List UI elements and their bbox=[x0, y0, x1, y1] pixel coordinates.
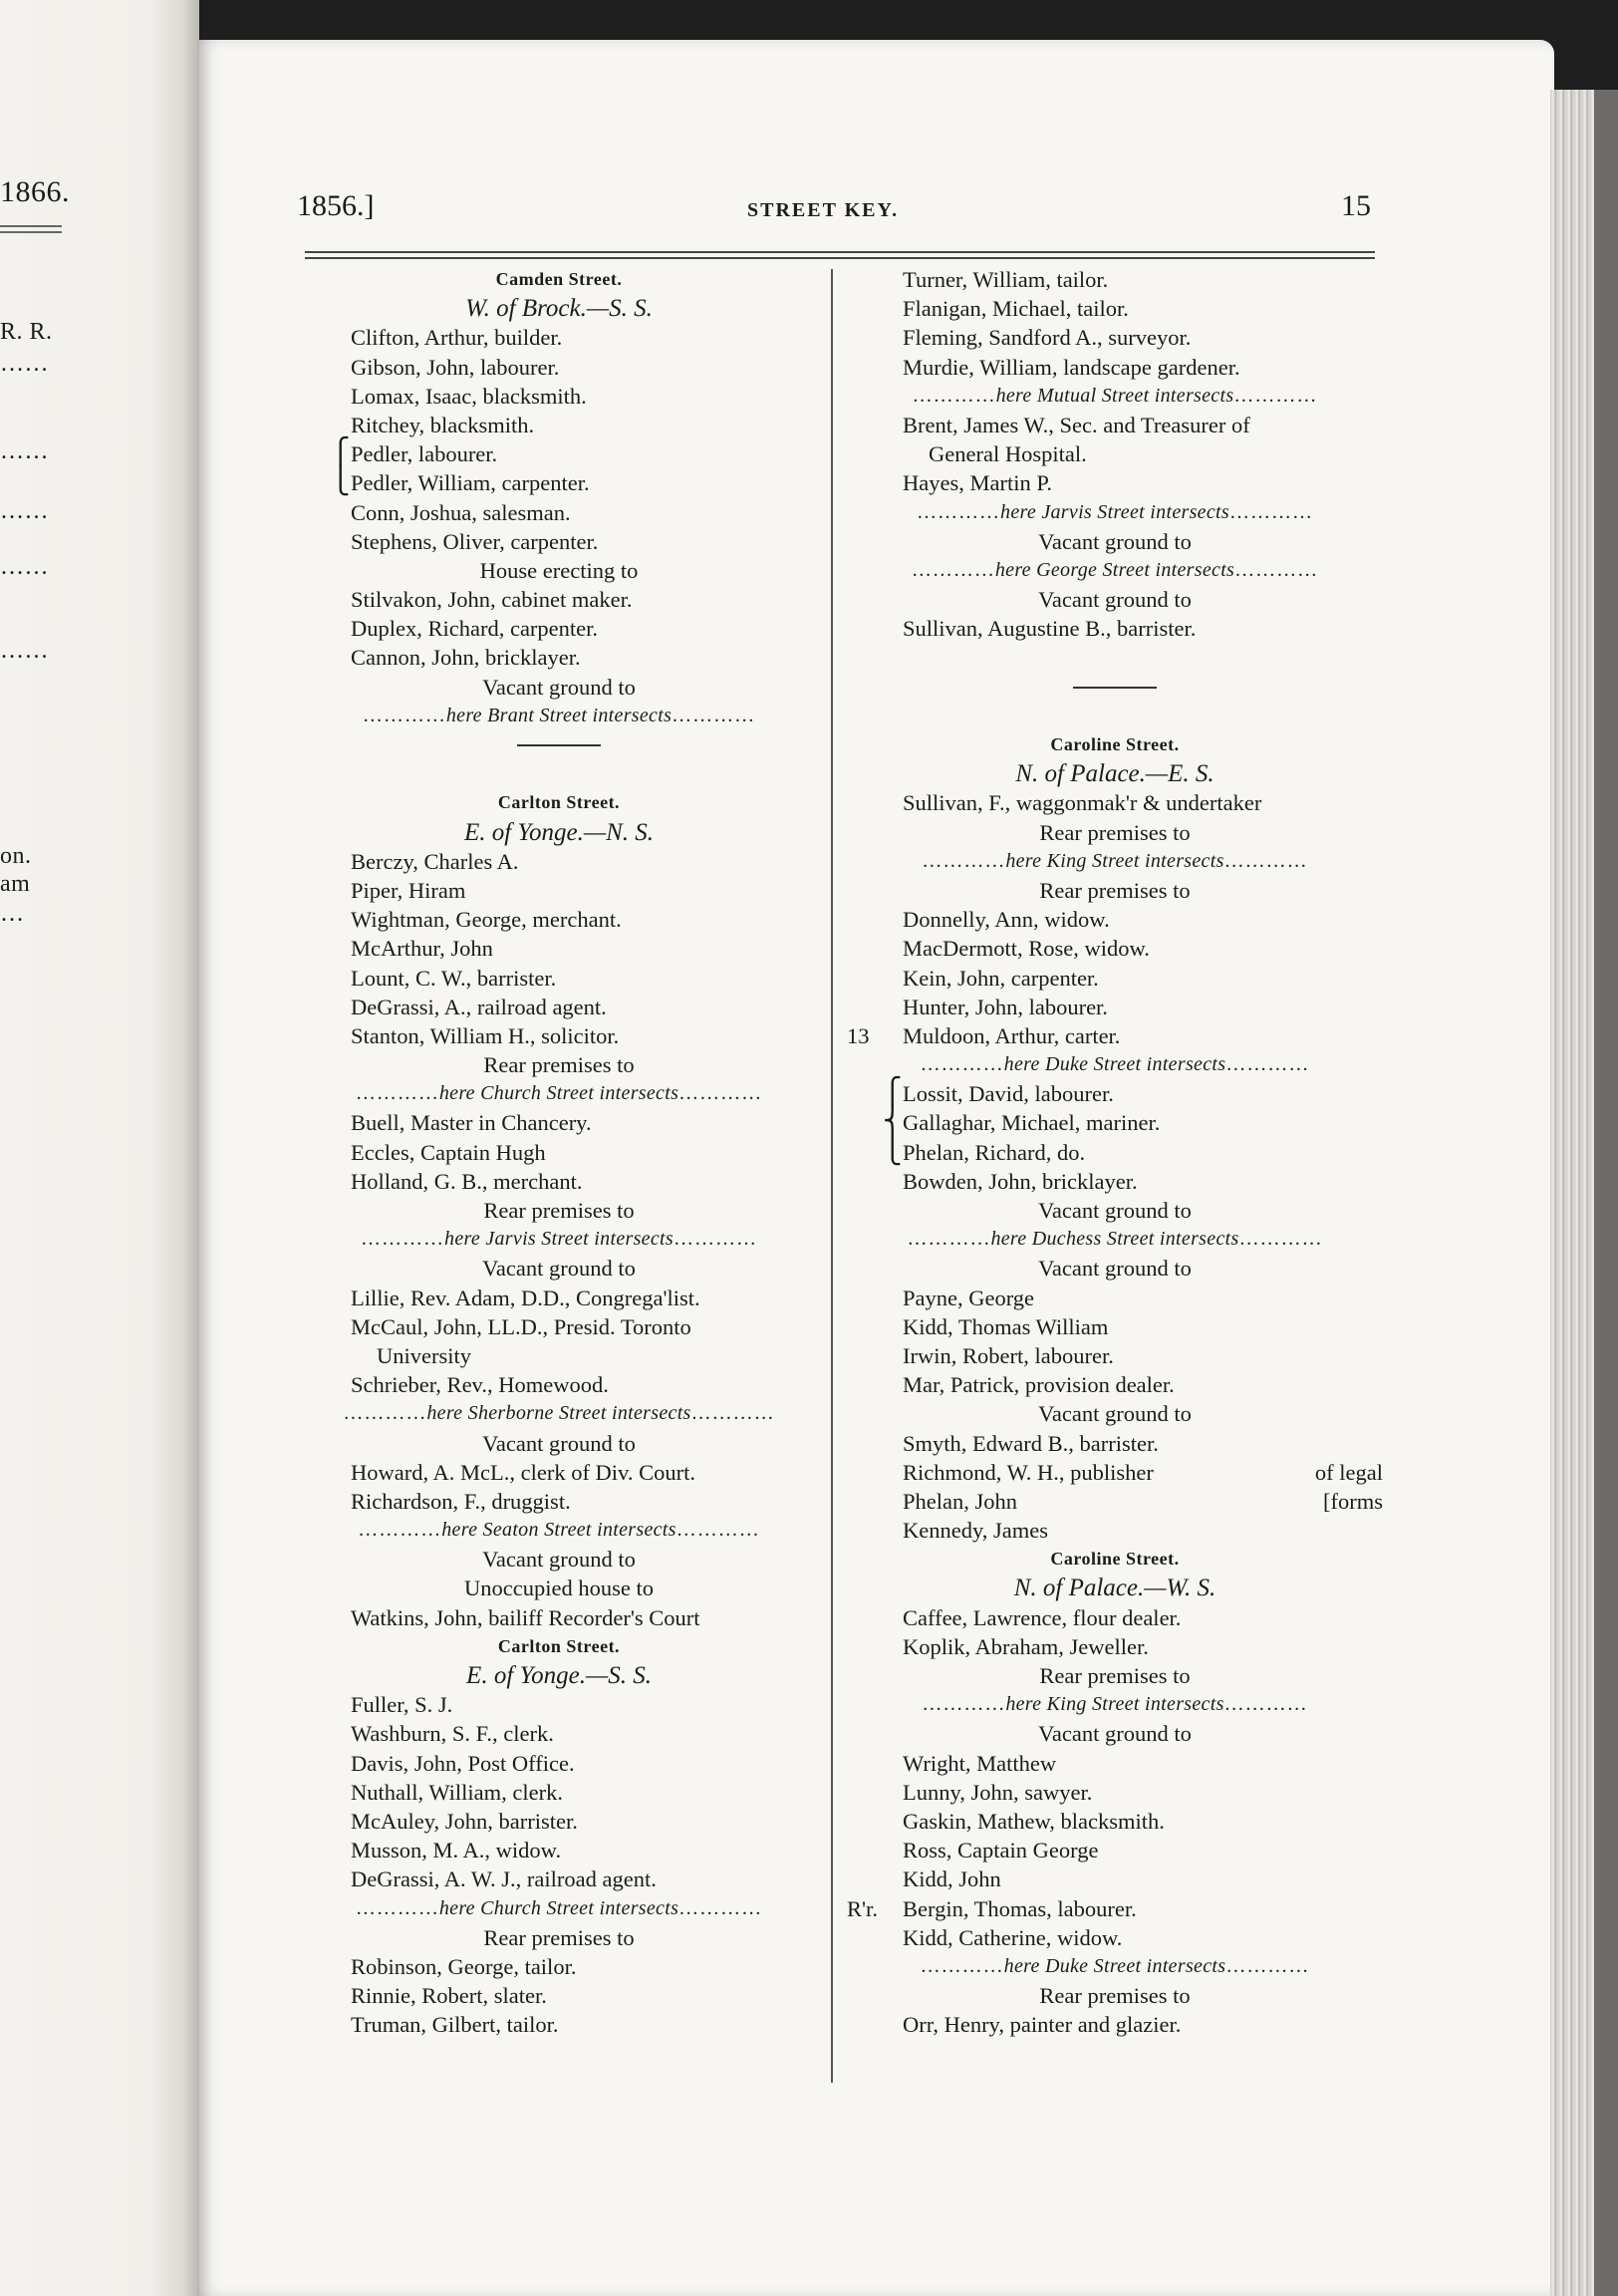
resident-entry bbox=[847, 1923, 1383, 1952]
dot-leader: ………… bbox=[920, 1954, 1004, 1977]
resident-entry bbox=[295, 643, 823, 672]
entry-prefix: R'r. bbox=[847, 1895, 878, 1921]
resident-entry bbox=[847, 934, 1383, 963]
premises-note: Vacant ground to bbox=[1038, 587, 1192, 613]
grouping-brace: ⎩ bbox=[883, 1135, 903, 1165]
intersection-text: here King Street intersects bbox=[1005, 849, 1224, 872]
premises-note: Vacant ground to bbox=[482, 1547, 636, 1573]
resident-text: McArthur, John bbox=[351, 936, 493, 962]
resident-entry bbox=[847, 1836, 1383, 1865]
resident-entry bbox=[847, 353, 1383, 382]
resident-text: Bergin, Thomas, labourer. bbox=[903, 1895, 1137, 1921]
header-rule-bottom bbox=[305, 257, 1375, 259]
resident-text: Mar, Patrick, provision dealer. bbox=[903, 1372, 1175, 1398]
resident-entry bbox=[847, 265, 1383, 294]
street-heading: Caroline Street. bbox=[1050, 1549, 1180, 1570]
intersection-line bbox=[295, 1516, 823, 1545]
resident-entry bbox=[295, 1778, 823, 1807]
resident-entry-continuation bbox=[295, 1341, 823, 1370]
resident-entry bbox=[295, 1690, 823, 1719]
prev-page-fragment: …… bbox=[0, 554, 49, 580]
book-cover-edge bbox=[1594, 90, 1618, 2296]
resident-text: Wightman, George, merchant. bbox=[351, 907, 622, 933]
dot-leader: ………… bbox=[1233, 384, 1318, 407]
grouping-brace: ⎧ bbox=[883, 1077, 903, 1107]
resident-entry bbox=[295, 527, 823, 556]
resident-text: Eccles, Captain Hugh bbox=[351, 1139, 546, 1165]
premises-note: Vacant ground to bbox=[482, 1430, 636, 1456]
prev-page-rule bbox=[0, 231, 62, 233]
resident-entry bbox=[847, 614, 1383, 643]
premises-note: Vacant ground to bbox=[1038, 1721, 1192, 1747]
prev-page-fragment: R. R. bbox=[0, 319, 53, 345]
resident-entry bbox=[847, 905, 1383, 934]
premises-note: Vacant ground to bbox=[482, 1256, 636, 1282]
resident-text: Orr, Henry, painter and glazier. bbox=[903, 2012, 1182, 2038]
left-column bbox=[295, 265, 823, 2039]
dot-leader: ………… bbox=[362, 704, 446, 726]
resident-text: Truman, Gilbert, tailor. bbox=[351, 2012, 559, 2038]
resident-text: Stephens, Oliver, carpenter. bbox=[351, 528, 599, 554]
resident-text: Fuller, S. J. bbox=[351, 1692, 453, 1718]
resident-text: Robinson, George, tailor. bbox=[351, 1953, 577, 1979]
resident-text: Holland, G. B., merchant. bbox=[351, 1168, 583, 1194]
resident-entry bbox=[847, 323, 1383, 352]
resident-entry bbox=[295, 1836, 823, 1865]
right-column bbox=[847, 265, 1383, 2039]
resident-entry bbox=[847, 1894, 1383, 1923]
resident-entry bbox=[847, 294, 1383, 323]
intersection-line bbox=[847, 1050, 1383, 1079]
resident-text: Stilvakon, John, cabinet maker. bbox=[351, 587, 633, 613]
resident-text: Gaskin, Mathew, blacksmith. bbox=[903, 1808, 1165, 1834]
resident-text: Conn, Joshua, salesman. bbox=[351, 499, 571, 525]
resident-entry bbox=[847, 1778, 1383, 1807]
street-side-subheading: E. of Yonge.—N. S. bbox=[463, 818, 655, 846]
resident-text: Fleming, Sandford A., surveyor. bbox=[903, 325, 1192, 351]
intersection-text: here Duchess Street intersects bbox=[990, 1228, 1239, 1251]
resident-entry bbox=[295, 1284, 823, 1312]
resident-entry bbox=[847, 1603, 1383, 1632]
resident-text: Lunny, John, sawyer. bbox=[903, 1779, 1093, 1805]
prev-page-rule bbox=[0, 225, 62, 227]
resident-entry bbox=[847, 1487, 1383, 1516]
resident-entry bbox=[847, 1749, 1383, 1778]
resident-entry bbox=[295, 439, 823, 468]
resident-name: Phelan, John bbox=[903, 1488, 1017, 1514]
resident-text: Bowden, John, bricklayer. bbox=[903, 1168, 1138, 1194]
resident-text: McAuley, John, barrister. bbox=[351, 1808, 578, 1834]
premises-note: Rear premises to bbox=[483, 1924, 635, 1950]
intersection-line bbox=[847, 1952, 1383, 1981]
premises-note: Unoccupied house to bbox=[464, 1576, 654, 1601]
premises-note: Rear premises to bbox=[483, 1198, 635, 1223]
dot-leader: ………… bbox=[1223, 849, 1308, 872]
resident-text: DeGrassi, A., railroad agent. bbox=[351, 994, 607, 1019]
resident-entry bbox=[847, 1807, 1383, 1836]
resident-entry bbox=[847, 2010, 1383, 2039]
intersection-text: here Duke Street intersects bbox=[1003, 1954, 1226, 1977]
resident-entry bbox=[295, 498, 823, 527]
resident-entry bbox=[295, 1603, 823, 1632]
dot-leader: ………… bbox=[672, 704, 756, 726]
resident-text: MacDermott, Rose, widow. bbox=[903, 936, 1150, 962]
dot-leader: ………… bbox=[912, 384, 996, 407]
premises-note: Rear premises to bbox=[483, 1052, 635, 1078]
resident-text: Kennedy, James bbox=[903, 1518, 1048, 1544]
resident-text: Kidd, Catherine, widow. bbox=[903, 1924, 1123, 1950]
resident-entry bbox=[847, 993, 1383, 1021]
grouping-brace: ⎧ bbox=[331, 437, 351, 467]
intersection-text: here Seaton Street intersects bbox=[441, 1519, 676, 1542]
resident-text: Watkins, John, bailiff Recorder's Court bbox=[351, 1604, 700, 1630]
intersection-line bbox=[295, 702, 823, 730]
resident-text: Donnelly, Ann, widow. bbox=[903, 907, 1110, 933]
resident-text: Hayes, Martin P. bbox=[903, 470, 1052, 496]
premises-note: Vacant ground to bbox=[1038, 1198, 1192, 1223]
resident-text: University bbox=[377, 1342, 471, 1368]
dot-leader: ………… bbox=[917, 500, 1001, 523]
dot-leader: ………… bbox=[1234, 558, 1319, 581]
resident-entry bbox=[847, 468, 1383, 497]
resident-text: Flanigan, Michael, tailor. bbox=[903, 296, 1129, 322]
resident-entry bbox=[295, 1458, 823, 1487]
resident-text: Washburn, S. F., clerk. bbox=[351, 1721, 554, 1747]
intersection-text: here Jarvis Street intersects bbox=[1000, 500, 1229, 523]
prev-page-fragment: … bbox=[0, 901, 25, 927]
dot-leader: ………… bbox=[920, 1053, 1004, 1076]
premises-note: Vacant ground to bbox=[1038, 1256, 1192, 1282]
premises-note: Vacant ground to bbox=[1038, 1401, 1192, 1427]
resident-entry bbox=[295, 876, 823, 905]
dot-leader: ………… bbox=[355, 1082, 439, 1105]
intersection-text: here Church Street intersects bbox=[438, 1896, 679, 1919]
resident-entry bbox=[295, 1370, 823, 1399]
resident-text: DeGrassi, A. W. J., railroad agent. bbox=[351, 1866, 657, 1892]
margin-note: of legal bbox=[1314, 1459, 1383, 1485]
resident-text: Richardson, F., druggist. bbox=[351, 1488, 571, 1514]
dot-leader: ………… bbox=[1238, 1228, 1323, 1251]
resident-text: Lount, C. W., barrister. bbox=[351, 965, 557, 991]
resident-entry bbox=[295, 993, 823, 1021]
dot-leader: ………… bbox=[1228, 500, 1313, 523]
resident-text: Stanton, William H., solicitor. bbox=[351, 1022, 620, 1048]
street-side-subheading: N. of Palace.—E. S. bbox=[1015, 760, 1214, 788]
prev-page-fragment: …… bbox=[0, 438, 49, 464]
resident-text: Hunter, John, labourer. bbox=[903, 994, 1108, 1019]
street-heading: Carlton Street. bbox=[497, 1635, 621, 1656]
prev-page-fragment: am bbox=[0, 871, 31, 897]
intersection-text: here Duke Street intersects bbox=[1003, 1053, 1226, 1076]
dot-leader: ………… bbox=[343, 1402, 427, 1425]
resident-entry bbox=[847, 1341, 1383, 1370]
grouping-brace: ⎩ bbox=[331, 466, 351, 496]
resident-entry bbox=[847, 1135, 1383, 1167]
resident-text: Sullivan, F., waggonmak'r & undertaker bbox=[903, 790, 1262, 816]
resident-text: Cannon, John, bricklayer. bbox=[351, 645, 581, 671]
resident-entry bbox=[847, 964, 1383, 993]
resident-text: Payne, George bbox=[903, 1285, 1035, 1310]
resident-text: Murdie, William, landscape gardener. bbox=[903, 354, 1240, 380]
resident-entry bbox=[847, 1108, 1383, 1137]
resident-entry bbox=[295, 614, 823, 643]
resident-text: Pedler, William, carpenter. bbox=[351, 470, 590, 496]
resident-text: Gibson, John, labourer. bbox=[351, 354, 560, 380]
prev-page-fragment: …… bbox=[0, 498, 49, 524]
resident-text: Kidd, Thomas William bbox=[903, 1313, 1109, 1339]
header-year: 1856.] bbox=[297, 189, 375, 222]
intersection-text: here King Street intersects bbox=[1005, 1693, 1224, 1716]
dot-leader: ………… bbox=[922, 1693, 1006, 1716]
resident-entry bbox=[847, 1079, 1383, 1108]
prev-page-year: 1866. bbox=[0, 175, 70, 208]
resident-text: Ritchey, blacksmith. bbox=[351, 412, 535, 437]
premises-note: Vacant ground to bbox=[1038, 528, 1192, 554]
premises-note: Rear premises to bbox=[1039, 877, 1191, 903]
intersection-text: here Sherborne Street intersects bbox=[426, 1402, 691, 1425]
resident-text: McCaul, John, LL.D., Presid. Toronto bbox=[351, 1313, 691, 1339]
dot-leader: ………… bbox=[673, 1228, 757, 1251]
resident-name: Richmond, W. H., publisher bbox=[903, 1459, 1154, 1485]
resident-entry bbox=[847, 1021, 1383, 1050]
resident-text: Nuthall, William, clerk. bbox=[351, 1779, 564, 1805]
resident-text: Ross, Captain George bbox=[903, 1838, 1099, 1864]
resident-entry bbox=[295, 411, 823, 439]
resident-text: Piper, Hiram bbox=[351, 877, 466, 903]
intersection-text: here Jarvis Street intersects bbox=[444, 1228, 674, 1251]
resident-entry bbox=[295, 468, 823, 497]
resident-text: Muldoon, Arthur, carter. bbox=[903, 1022, 1121, 1048]
resident-entry bbox=[295, 934, 823, 963]
resident-text: Lillie, Rev. Adam, D.D., Congrega'list. bbox=[351, 1285, 700, 1310]
resident-entry bbox=[847, 411, 1383, 439]
street-heading: Camden Street. bbox=[495, 269, 623, 289]
blank-line bbox=[847, 643, 1383, 672]
dot-leader: ………… bbox=[1225, 1053, 1310, 1076]
resident-text: Davis, John, Post Office. bbox=[351, 1750, 575, 1776]
resident-text: Koplik, Abraham, Jeweller. bbox=[903, 1633, 1149, 1659]
resident-entry bbox=[295, 1865, 823, 1893]
premises-note: Rear premises to bbox=[1039, 1983, 1191, 2009]
street-heading: Caroline Street. bbox=[1050, 734, 1180, 754]
resident-text: Sullivan, Augustine B., barrister. bbox=[903, 616, 1197, 642]
resident-entry bbox=[295, 1981, 823, 2010]
resident-text: Rinnie, Robert, slater. bbox=[351, 1983, 547, 2009]
resident-text: Wright, Matthew bbox=[903, 1750, 1057, 1776]
resident-text: General Hospital. bbox=[929, 441, 1087, 467]
prev-page-fragment: on. bbox=[0, 843, 32, 869]
intersection-line bbox=[295, 1079, 823, 1108]
intersection-line bbox=[295, 1894, 823, 1923]
resident-entry bbox=[295, 1749, 823, 1778]
header-rule-top bbox=[305, 251, 1375, 253]
resident-entry bbox=[847, 1516, 1383, 1545]
section-separator bbox=[847, 673, 1383, 702]
premises-note: Vacant ground to bbox=[482, 674, 636, 700]
resident-entry-continuation bbox=[847, 439, 1383, 468]
intersection-line bbox=[295, 1225, 823, 1254]
resident-entry bbox=[295, 1487, 823, 1516]
resident-entry bbox=[847, 1865, 1383, 1893]
dot-leader: ………… bbox=[1223, 1693, 1308, 1716]
resident-text: Schrieber, Rev., Homewood. bbox=[351, 1372, 609, 1398]
resident-text: Kein, John, carpenter. bbox=[903, 965, 1099, 991]
resident-entry bbox=[295, 2010, 823, 2039]
premises-note: Rear premises to bbox=[1039, 1663, 1191, 1688]
intersection-line bbox=[847, 1690, 1383, 1719]
resident-entry bbox=[295, 1719, 823, 1748]
resident-entry bbox=[295, 585, 823, 614]
street-side-subheading: W. of Brock.—S. S. bbox=[465, 295, 653, 323]
resident-text: Kidd, John bbox=[903, 1866, 1001, 1892]
resident-entry bbox=[295, 847, 823, 876]
margin-note: [forms bbox=[1323, 1488, 1383, 1514]
dot-leader: ………… bbox=[690, 1402, 775, 1425]
intersection-line bbox=[295, 1399, 823, 1428]
premises-note: House erecting to bbox=[479, 557, 639, 583]
resident-entry bbox=[847, 1370, 1383, 1399]
resident-entry bbox=[295, 1167, 823, 1196]
dot-leader: ………… bbox=[907, 1228, 991, 1251]
premises-note: Rear premises to bbox=[1039, 819, 1191, 845]
resident-entry bbox=[295, 1138, 823, 1167]
dot-leader: ………… bbox=[1225, 1954, 1310, 1977]
intersection-line bbox=[847, 1225, 1383, 1254]
dot-leader: ………… bbox=[911, 558, 995, 581]
resident-entry bbox=[295, 323, 823, 352]
page-number: 15 bbox=[1341, 189, 1371, 222]
resident-entry bbox=[295, 905, 823, 934]
resident-entry bbox=[295, 1021, 823, 1050]
blank-line bbox=[295, 759, 823, 788]
resident-entry bbox=[295, 382, 823, 411]
dot-leader: ………… bbox=[678, 1082, 763, 1105]
intersection-text: here Mutual Street intersects bbox=[995, 384, 1234, 407]
resident-text: Musson, M. A., widow. bbox=[351, 1838, 562, 1864]
intersection-text: here Brant Street intersects bbox=[445, 704, 673, 726]
resident-entry bbox=[847, 1429, 1383, 1458]
resident-text: Clifton, Arthur, builder. bbox=[351, 325, 563, 351]
resident-text: Smyth, Edward B., barrister. bbox=[903, 1430, 1159, 1456]
resident-text: Buell, Master in Chancery. bbox=[351, 1110, 592, 1136]
intersection-text: here George Street intersects bbox=[994, 558, 1235, 581]
street-heading: Carlton Street. bbox=[497, 792, 621, 813]
running-title: STREET KEY. bbox=[747, 199, 900, 221]
entry-prefix: 13 bbox=[847, 1022, 870, 1048]
intersection-line bbox=[847, 556, 1383, 585]
dot-leader: ………… bbox=[355, 1896, 439, 1919]
dot-leader: ………… bbox=[675, 1519, 760, 1542]
street-side-subheading: N. of Palace.—W. S. bbox=[1013, 1575, 1216, 1602]
grouping-brace: ⎨ bbox=[883, 1106, 903, 1136]
resident-entry bbox=[847, 788, 1383, 817]
intersection-line bbox=[847, 847, 1383, 876]
resident-entry bbox=[295, 964, 823, 993]
resident-text: Pedler, labourer. bbox=[351, 441, 498, 467]
blank-line bbox=[847, 702, 1383, 730]
section-separator bbox=[295, 730, 823, 759]
resident-text: Lomax, Isaac, blacksmith. bbox=[351, 383, 587, 409]
resident-entry bbox=[847, 1167, 1383, 1196]
street-side-subheading: E. of Yonge.—S. S. bbox=[466, 1662, 652, 1689]
prev-page-fragment: …… bbox=[0, 351, 49, 377]
previous-page-strip bbox=[0, 0, 199, 2296]
resident-text: Brent, James W., Sec. and Treasurer of bbox=[903, 412, 1250, 437]
dot-leader: ………… bbox=[361, 1228, 445, 1251]
resident-entry bbox=[295, 1108, 823, 1137]
resident-entry bbox=[847, 1458, 1383, 1487]
dot-leader: ………… bbox=[922, 849, 1006, 872]
resident-text: Turner, William, tailor. bbox=[903, 267, 1109, 292]
intersection-text: here Church Street intersects bbox=[438, 1082, 679, 1105]
dot-leader: ………… bbox=[358, 1519, 442, 1542]
resident-text: Caffee, Lawrence, flour dealer. bbox=[903, 1604, 1182, 1630]
resident-entry bbox=[295, 353, 823, 382]
dot-leader: ………… bbox=[678, 1896, 763, 1919]
column-divider bbox=[831, 269, 833, 2083]
resident-text: Irwin, Robert, labourer. bbox=[903, 1342, 1114, 1368]
resident-entry bbox=[295, 1312, 823, 1341]
intersection-line bbox=[847, 498, 1383, 527]
resident-text: Phelan, Richard, do. bbox=[903, 1139, 1086, 1165]
resident-entry bbox=[295, 1952, 823, 1981]
resident-text: Howard, A. McL., clerk of Div. Court. bbox=[351, 1459, 695, 1485]
resident-entry bbox=[847, 1312, 1383, 1341]
intersection-line bbox=[847, 382, 1383, 411]
resident-entry bbox=[847, 1284, 1383, 1312]
resident-text: Berczy, Charles A. bbox=[351, 848, 519, 874]
resident-text: Lossit, David, labourer. bbox=[903, 1081, 1114, 1107]
resident-entry bbox=[847, 1632, 1383, 1661]
resident-entry bbox=[295, 1807, 823, 1836]
resident-text: Gallaghar, Michael, mariner. bbox=[903, 1110, 1161, 1136]
resident-text: Duplex, Richard, carpenter. bbox=[351, 616, 599, 642]
prev-page-fragment: …… bbox=[0, 638, 49, 664]
